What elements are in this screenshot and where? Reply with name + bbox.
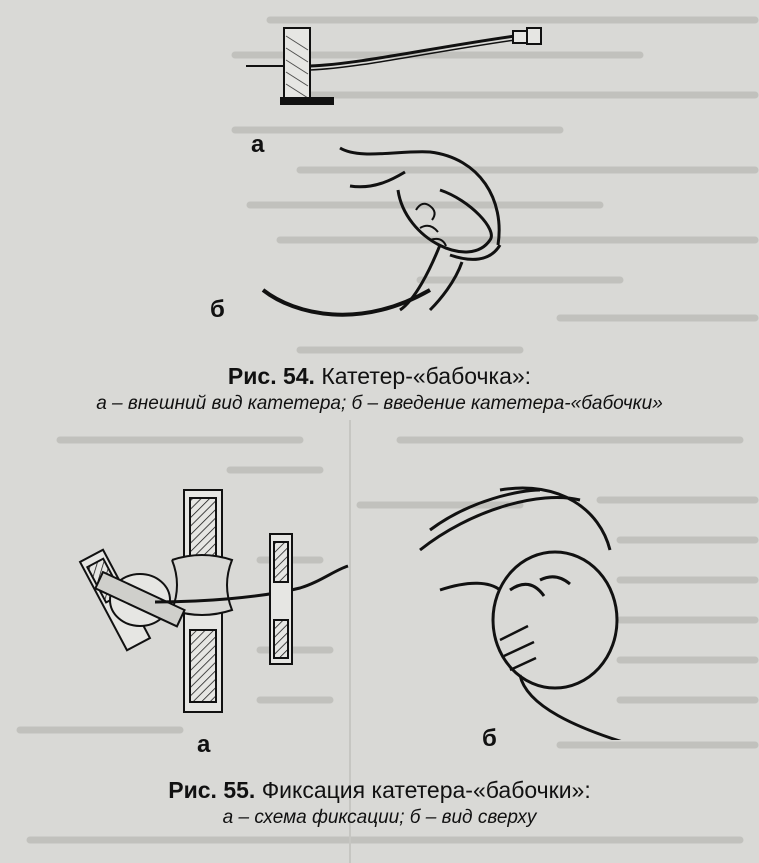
figure-54-illustration [0,0,759,330]
figure-55-illustration [0,470,759,740]
figure-54-label-b: б [210,296,225,323]
figure-54-caption-description: а – внешний вид катетера; б – введение катетера-«бабочки» [96,393,663,414]
fixation-scheme-drawing [80,490,348,712]
butterfly-catheter-drawing [246,28,541,104]
figure-54-label-a: а [251,131,265,158]
figure-55-label-b: б [482,725,497,752]
figure-55-caption-description: а – схема фиксации; б – вид сверху [222,807,537,828]
catheter-insertion-drawing [263,148,500,315]
figure-55-label-a: а [197,731,211,758]
figure-54-number: Рис. 54. [227,363,315,389]
figure-54-caption-title [0,363,759,390]
figure-54-caption [0,363,759,415]
figure-55-number: Рис. 55. [168,777,256,803]
figure-54-title: Катетер-«бабочка»: [321,363,532,389]
figure-55-caption-title [0,777,759,804]
top-view-drawing [420,488,690,740]
figure-55-title: Фиксация катетера-«бабочки»: [261,777,591,803]
figure-55-caption [0,777,759,829]
